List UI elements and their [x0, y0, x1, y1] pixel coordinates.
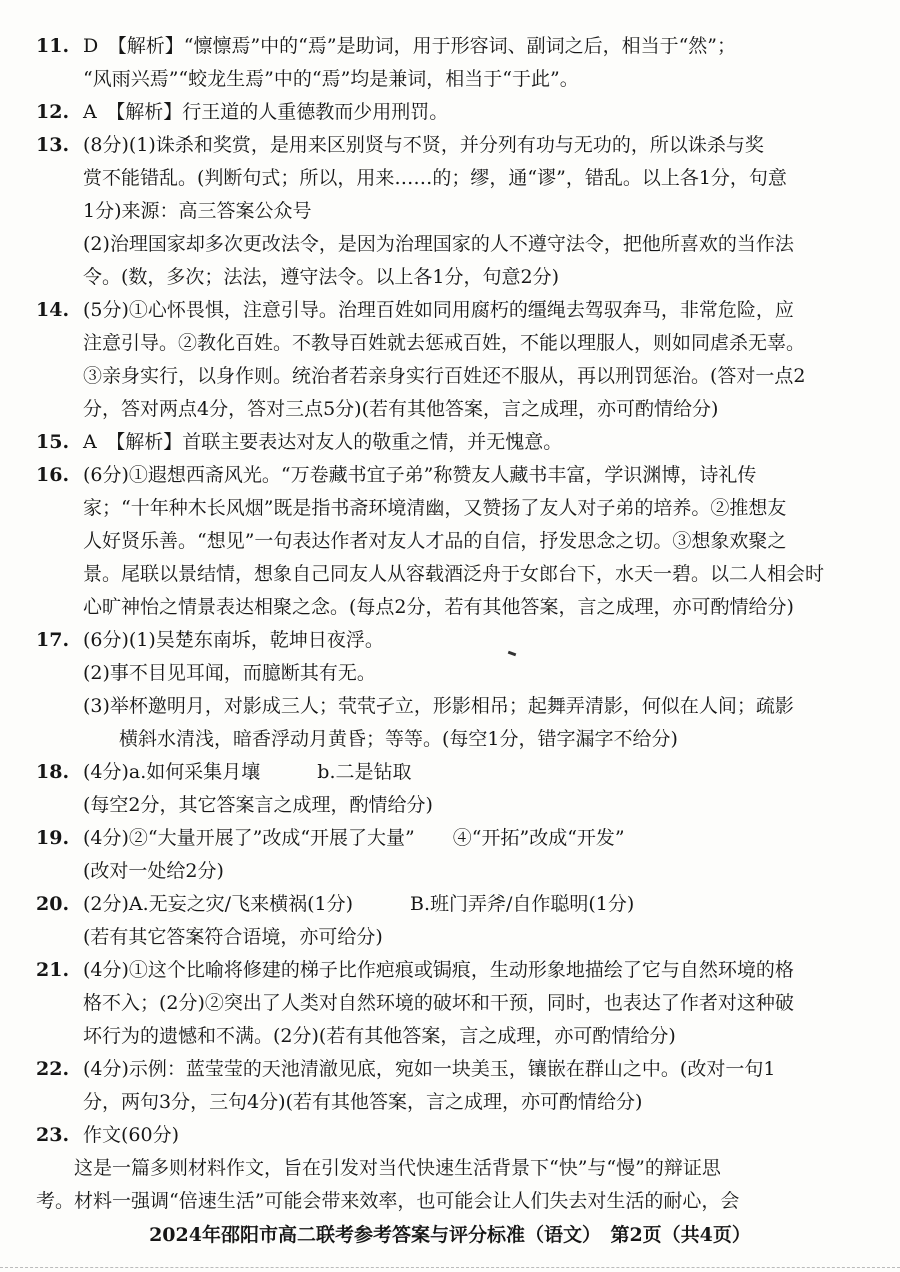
- answer-line: D 【解析】“懔懔焉”中的“焉”是助词，用于形容词、副词之后，相当于“然”；: [83, 35, 737, 57]
- answer-line: 格不入；(2分)②突出了人类对自然环境的破坏和干预，同时，也表达了作者对这种破: [83, 992, 794, 1014]
- answer-item-23: [36, 1119, 864, 1152]
- answer-line: ③亲身实行，以身作则。统治者若亲身实行百姓还不服从，再以刑罚惩治。(答对一点2: [83, 365, 806, 387]
- answer-line: (每空2分，其它答案言之成理，酌情给分): [83, 794, 433, 816]
- item-number: 15.: [36, 431, 70, 453]
- answer-item-20: [36, 888, 864, 954]
- item-number: 22.: [36, 1058, 70, 1080]
- answer-line: 令。(数，多次；法法，遵守法令。以上各1分，句意2分): [83, 266, 560, 288]
- item-number: 18.: [36, 761, 70, 783]
- item-number: 17.: [36, 629, 70, 651]
- answer-line: (若有其它答案符合语境，亦可给分): [83, 926, 383, 948]
- answer-line: 人好贤乐善。“想见”一句表达作者对友人才品的自信，抒发思念之切。③想象欢聚之: [83, 530, 787, 552]
- essay-line: 考。材料一强调“倍速生活”可能会带来效率，也可能会让人们失去对生活的耐心，会: [36, 1190, 740, 1212]
- item-number: 20.: [36, 893, 70, 915]
- answer-item-18: [36, 756, 864, 822]
- answer-item-22: [36, 1053, 864, 1119]
- answer-line: A 【解析】行王道的人重德教而少用刑罚。: [83, 101, 449, 123]
- page-footer: 2024年邵阳市高二联考参考答案与评分标准（语文） 第2页（共4页）: [149, 1224, 751, 1246]
- answer-line: (4分)a.如何采集月壤 b.二是钻取: [83, 761, 412, 783]
- answer-item-19: [36, 822, 864, 888]
- answer-line: (5分)①心怀畏惧，注意引导。治理百姓如同用腐朽的缰绳去驾驭奔马，非常危险，应: [83, 299, 794, 321]
- answer-line: (8分)(1)诛杀和奖赏，是用来区别贤与不贤，并分列有功与无功的，所以诛杀与奖: [83, 134, 764, 156]
- answer-line: 注意引导。②教化百姓。不教导百姓就去惩戒百姓，不能以理服人，则如同虐杀无辜。: [83, 332, 806, 354]
- answer-item-12: [36, 96, 864, 129]
- answer-line: (6分)①遐想西斋风光。“万卷藏书宜子弟”称赞友人藏书丰富，学识渊博，诗礼传: [83, 464, 757, 486]
- item-number: 19.: [36, 827, 70, 849]
- answer-line: 横斜水清浅，暗香浮动月黄昏；等等。(每空1分，错字漏字不给分): [119, 728, 678, 750]
- item-number: 13.: [36, 134, 70, 156]
- answer-line: (改对一处给2分): [83, 860, 224, 882]
- answer-line: “风雨兴焉”“蛟龙生焉”中的“焉”均是兼词，相当于“于此”。: [83, 68, 579, 90]
- answer-line: 景。尾联以景结情，想象自己同友人从容载酒泛舟于女郎台下，水天一碧。以二人相会时: [83, 563, 825, 585]
- answer-line: A 【解析】首联主要表达对友人的敬重之情，并无愧意。: [83, 431, 563, 453]
- answer-line: 1分)来源：高三答案公众号: [83, 200, 312, 222]
- answer-line: 赏不能错乱。(判断句式；所以，用来……的；缪，通“谬”，错乱。以上各1分，句意: [83, 167, 787, 189]
- answer-item-14: [36, 294, 864, 426]
- answer-line: 分，答对两点4分，答对三点5分)(若有其他答案，言之成理，亦可酌情给分): [83, 398, 719, 420]
- answer-item-15: [36, 426, 864, 459]
- item-number: 23.: [36, 1124, 70, 1146]
- item-number: 21.: [36, 959, 70, 981]
- answer-line: (6分)(1)吴楚东南坼，乾坤日夜浮。: [83, 629, 384, 651]
- answer-line: 家；“十年种木长风烟”既是指书斋环境清幽，又赞扬了友人对子弟的培养。②推想友: [83, 497, 787, 519]
- answer-line: 作文(60分): [83, 1124, 180, 1146]
- answer-line: (4分)①这个比喻将修建的梯子比作疤痕或锔痕，生动形象地描绘了它与自然环境的格: [83, 959, 794, 981]
- answer-item-17: [36, 624, 864, 756]
- scan-edge-line: [0, 1267, 900, 1268]
- answer-line: (2分)A.无妄之灾/飞来横祸(1分) B.班门弄斧/自作聪明(1分): [83, 893, 635, 915]
- item-number: 11.: [36, 35, 70, 57]
- answer-item-21: [36, 954, 864, 1053]
- answer-item-16: [36, 459, 864, 624]
- item-number: 16.: [36, 464, 70, 486]
- answer-line: 分，两句3分，三句4分)(若有其他答案，言之成理，亦可酌情给分): [83, 1091, 643, 1113]
- answer-line: 坏行为的遗憾和不满。(2分)(若有其他答案，言之成理，亦可酌情给分): [83, 1025, 676, 1047]
- essay-guidance: [36, 1152, 864, 1218]
- answer-item-13: [36, 129, 864, 294]
- item-number: 12.: [36, 101, 70, 123]
- answer-line: (2)治理国家却多次更改法令，是因为治理国家的人不遵守法令，把他所喜欢的当作法: [83, 233, 794, 255]
- answer-line: (4分)②“大量开展了”改成“开展了大量” ④“开拓”改成“开发”: [83, 827, 625, 849]
- answer-line: (3)举杯邀明月，对影成三人；茕茕孑立，形影相吊；起舞弄清影，何似在人间；疏影: [83, 695, 794, 717]
- essay-line: 这是一篇多则材料作文，旨在引发对当代快速生活背景下“快”与“慢”的辩证思: [74, 1157, 721, 1179]
- item-number: 14.: [36, 299, 70, 321]
- answer-item-11: [36, 30, 864, 96]
- answer-line: (4分)示例：蓝莹莹的天池清澈见底，宛如一块美玉，镶嵌在群山之中。(改对一句1: [83, 1058, 776, 1080]
- answer-line: 心旷神怡之情景表达相聚之念。(每点2分，若有其他答案，言之成理，亦可酌情给分): [83, 596, 794, 618]
- answer-line: (2)事不目见耳闻，而臆断其有无。: [83, 662, 376, 684]
